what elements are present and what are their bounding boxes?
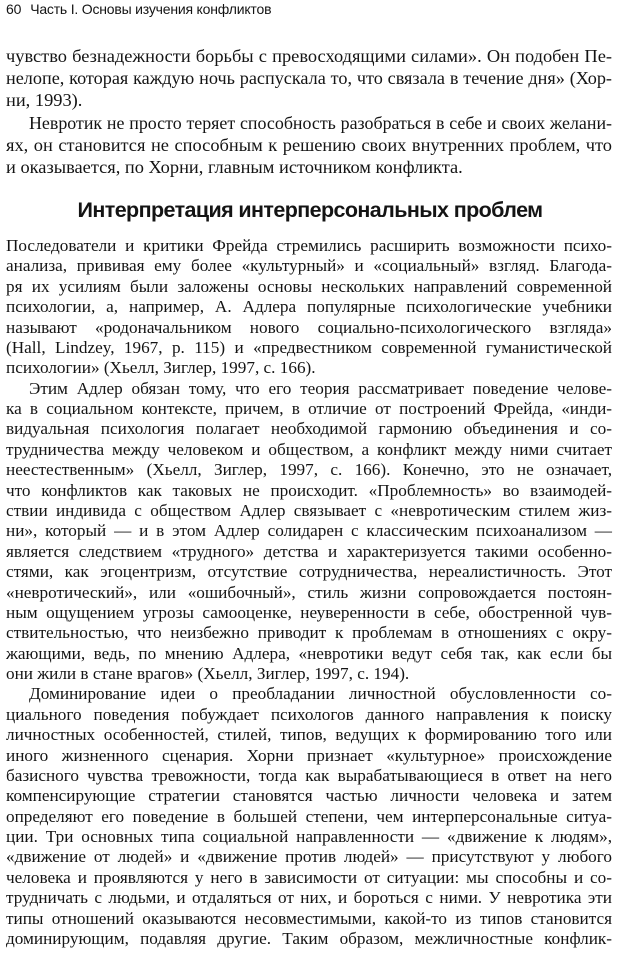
text-line: ря их усилиям были заложены основы нескольких направлений современной <box>6 276 612 296</box>
text-line: ции. Три основных типа социальной направленности — «движение к людям», <box>6 827 612 847</box>
text-line: ствительностью, что неизбежно приводит к проблемам в отношениях с окру- <box>6 623 612 643</box>
text-line: жающими, ведь, по мнению Адлера, «невротики ведут себя так, как если бы <box>6 643 612 663</box>
text-line: психологии» (Хьелл, Зиглер, 1997, с. 166). <box>6 358 316 378</box>
text-line: человека и проявляются у него в зависимости от ситуации: мы способны и со- <box>6 867 612 887</box>
text-line: доминирующим, подавляя другие. Таким образом, межличностные конфлик- <box>6 929 612 948</box>
text-line: иного жизненного сценария. Хорни признает «культурное» происхождение <box>6 745 612 765</box>
text-line: ствии индивида с обществом Адлер связывает с «невротическим стилем жиз- <box>6 500 612 520</box>
text-line: называют «родоначальником нового социально-психологического взгляда» <box>6 317 612 337</box>
page-number: 60 <box>6 1 22 17</box>
text-line: циального поведения побуждает психологов данного направления к поиску <box>6 704 612 724</box>
text-line: базисного чувства тревожности, тогда как вырабатывающиеся в ответ на него <box>6 765 612 785</box>
text-line: ка в социальном контексте, причем, в отличие от построений Фрейда, «инди- <box>6 399 612 419</box>
text-line: анализа, прививая ему более «культурный» и «социальный» взгляд. Благода- <box>6 256 612 276</box>
text-line: психологии, а, например, А. Адлера популярные психологические учебники <box>6 297 612 317</box>
text-line: (Hall, Lindzey, 1967, p. 115) и «предвестником современной гуманистической <box>6 337 612 357</box>
text-line: видуальная психология полагает необходимой гармонию объединения и со- <box>6 419 612 439</box>
text-line: личностных особенностей, стилей, типов, ведущих к формированию того или <box>6 725 612 745</box>
text-line: нелопе, которая каждую ночь распускала то, что связала в течение дня» (Хор- <box>6 68 612 88</box>
text-line: ях, он становится не способным к решению своих внутренних проблем, что <box>6 135 612 155</box>
text-line: трудничества между человеком и обществом, а конфликт между ними считает <box>6 439 612 459</box>
text-line: «невротический», или «ошибочный», стиль жизни сопровождается постоян- <box>6 582 612 602</box>
text-line: что конфликтов как таковых не происходит. «Проблемность» во взаимодей- <box>6 480 612 500</box>
text-line: Доминирование идеи о преобладании личностной обусловленности со- <box>29 684 612 704</box>
text-line: является следствием «трудного» детства и характеризуется такими особенно- <box>6 541 612 561</box>
text-line: Этим Адлер обязан тому, что его теория рассматривает поведение челове- <box>29 378 612 398</box>
text-line: Последователи и критики Фрейда стремились расширить возможности психо- <box>6 236 612 255</box>
text-line: определяют его поведение в большей степени, чем интерперсональные ситуа- <box>6 806 612 826</box>
text-line: и оказывается, по Хорни, главным источником конфликта. <box>6 157 463 177</box>
text-line: они жили в стане врагов» (Хьелл, Зиглер, 1997, с. 194). <box>6 664 410 684</box>
section-heading: Интерпретация интерперсональных проблем <box>77 198 543 222</box>
running-title: Часть I. Основы изучения конфликтов <box>30 1 272 17</box>
running-header <box>6 0 271 18</box>
text-line: неестественным» (Хьелл, Зиглер, 1997, с. 166). Конечно, это не означает, <box>6 460 612 480</box>
text-line: ни, 1993). <box>6 90 83 110</box>
text-line: типы отношений оказываются несовместимыми, какой-то из типов становится <box>6 908 612 928</box>
text-line: «движение от людей» и «движение против людей» — присутствуют у любого <box>6 847 612 867</box>
text-line: стями, как эгоцентризм, отсутствие сотрудничества, нереалистичность. Этот <box>6 562 612 582</box>
text-line: чувство безнадежности борьбы с превосходящими силами». Он подобен Пе- <box>6 46 612 66</box>
text-line: трудничать с людьми, и отдаляться от них, и бороться с ними. У невротика эти <box>6 888 612 908</box>
text-line: Невротик не просто теряет способность разобраться в себе и своих желани- <box>29 113 612 133</box>
text-line: ным ощущением угрозы самооценке, неуверенности в себе, обостренной чув- <box>6 602 612 622</box>
text-line: компенсирующие стратегии становятся частью личности человека и затем <box>6 786 612 806</box>
text-line: ни», который — и в этом Адлер солидарен с классическим психоанализом — <box>6 521 612 541</box>
